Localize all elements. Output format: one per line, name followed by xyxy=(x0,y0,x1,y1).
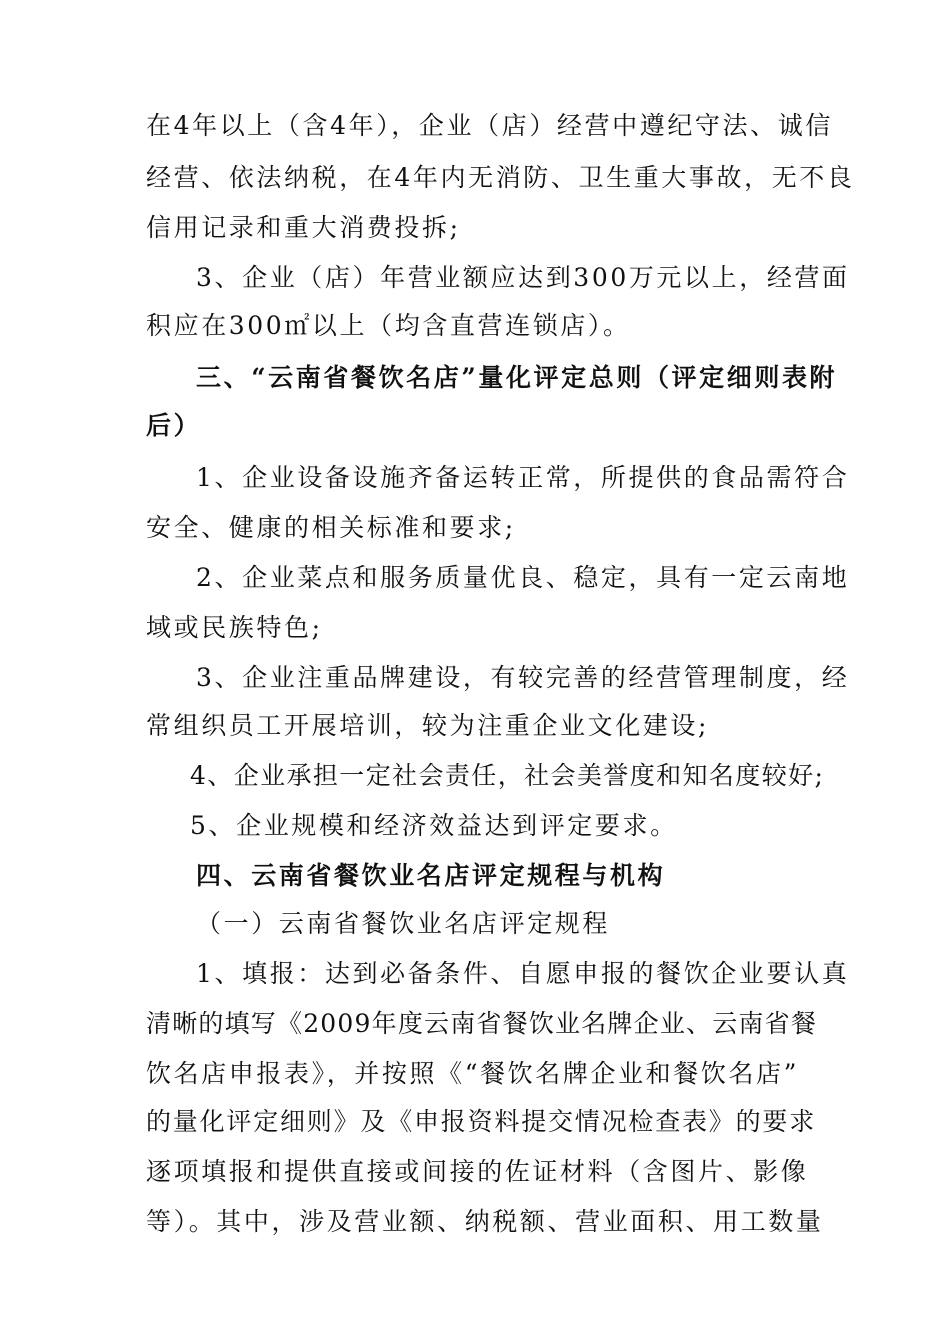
rule-item-1: 1、企业设备设施齐备运转正常，所提供的食品需符合 xyxy=(196,463,850,492)
body-text-line: 安全、健康的相关标准和要求; xyxy=(146,513,516,542)
body-text-line: 域或民族特色; xyxy=(146,613,323,642)
body-text-line: 信用记录和重大消费投拆; xyxy=(146,213,461,242)
body-text-line: 常组织员工开展培训，较为注重企业文化建设; xyxy=(146,711,710,740)
paragraph-3-revenue: 3、企业（店）年营业额应达到300万元以上，经营面 xyxy=(196,263,850,292)
subsection-heading-1: （一）云南省餐饮业名店评定规程 xyxy=(196,909,611,938)
rule-item-5: 5、企业规模和经济效益达到评定要求。 xyxy=(190,811,678,840)
section-heading-4: 四、云南省餐饮业名店评定规程与机构 xyxy=(196,861,666,890)
body-text-line: 积应在300㎡以上（均含直营连锁店）。 xyxy=(146,311,631,340)
rule-item-3: 3、企业注重品牌建设，有较完善的经营管理制度，经 xyxy=(196,663,850,692)
body-text-line: 逐项填报和提供直接或间接的佐证材料（含图片、影像 xyxy=(146,1157,809,1186)
rule-item-2: 2、企业菜点和服务质量优良、稳定，具有一定云南地 xyxy=(196,563,850,592)
body-text-line: 清晰的填写《2009年度云南省餐饮业名牌企业、云南省餐 xyxy=(146,1009,818,1038)
body-text-line: 的量化评定细则》及《申报资料提交情况检查表》的要求 xyxy=(146,1107,817,1136)
body-text-line: 经营、依法纳税，在4年内无消防、卫生重大事故，无不良 xyxy=(146,163,855,192)
section-heading-3: 三、“云南省餐饮名店”量化评定总则（评定细则表附 xyxy=(196,363,838,392)
body-text-line: 在4年以上（含4年），企业（店）经营中遵纪守法、诚信 xyxy=(146,111,833,140)
body-text-line: 等）。其中，涉及营业额、纳税额、营业面积、用工数量 xyxy=(146,1207,824,1236)
rule-item-4: 4、企业承担一定社会责任，社会美誉度和知名度较好; xyxy=(190,761,825,790)
body-text-line: 饮名店申报表》，并按照《“餐饮名牌企业和餐饮名店” xyxy=(146,1059,800,1088)
procedure-step-1: 1、填报：达到必备条件、自愿申报的餐饮企业要认真 xyxy=(196,959,850,988)
section-heading-3-continued: 后） xyxy=(146,411,202,440)
